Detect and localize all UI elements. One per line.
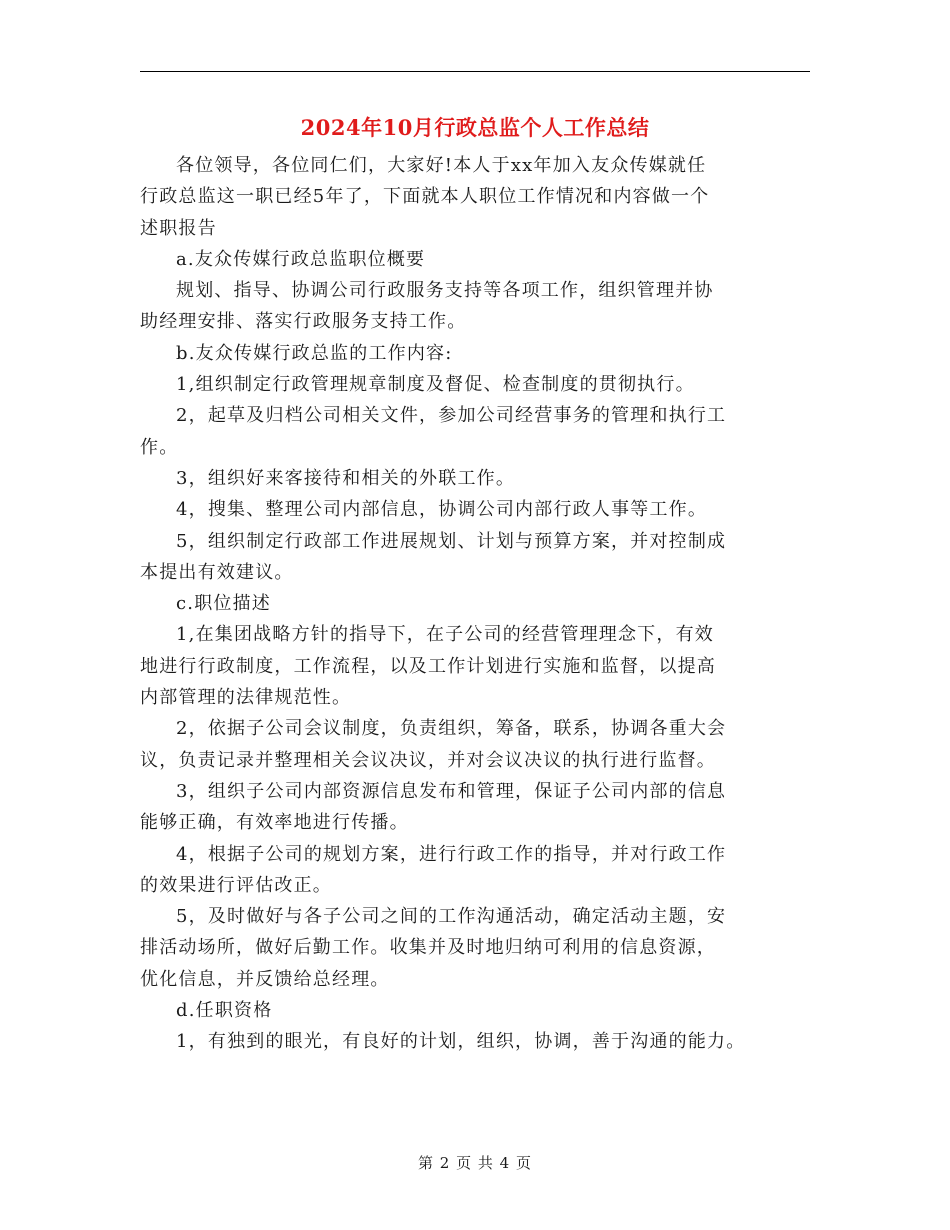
list-item: 1,在集团战略方针的指导下，在子公司的经营管理理念下，有效 地进行行政制度，工作流程，以及工作计划进行实施和监督，以提高 内部管理的法律规范性。 (140, 624, 716, 709)
list-item: 1,组织制定行政管理规章制度及督促、检查制度的贯彻执行。 (176, 374, 695, 396)
list-item: 3，组织好来客接待和相关的外联工作。 (176, 467, 516, 489)
list-item: 4，根据子公司的规划方案，进行行政工作的指导，并对行政工作 的效果进行评估改正。 (140, 843, 727, 896)
document-body (140, 150, 820, 1058)
paragraph: 规划、指导、协调公司行政服务支持等各项工作，组织管理并协 助经理安排、落实行政服务支持工作。 (140, 280, 714, 333)
list-item: 2，依据子公司会议制度，负责组织，筹备，联系，协调各重大会 议，负责记录并整理相关会议决议，并对会议决议的执行进行监督。 (140, 718, 727, 771)
header-rule (140, 71, 810, 72)
list-item: 3，组织子公司内部资源信息发布和管理，保证子公司内部的信息 能够正确，有效率地进行传播。 (140, 780, 727, 834)
section-heading: a.友众传媒行政总监职位概要 (176, 248, 426, 270)
page-footer: 第 2 页 共 4 页 (418, 1154, 532, 1172)
section-heading: b.友众传媒行政总监的工作内容: (176, 342, 453, 364)
list-item: 4，搜集、整理公司内部信息，协调公司内部行政人事等工作。 (176, 499, 708, 521)
section-heading: c.职位描述 (176, 593, 272, 615)
paragraph: 各位领导，各位同仁们，大家好!本人于xx年加入友众传媒就任 行政总监这一职已经5年了，下面就本人职位工作情况和内容做一个 述职报告 (140, 155, 710, 239)
list-item: 1，有独到的眼光，有良好的计划，组织，协调，善于沟通的能力。 (176, 1031, 746, 1053)
list-item: 5，及时做好与各子公司之间的工作沟通活动，确定活动主题，安 排活动场所，做好后勤工作。收集并及时地归纳可利用的信息资源， 优化信息，并反馈给总经理。 (140, 906, 727, 990)
list-item: 2，起草及归档公司相关文件，参加公司经营事务的管理和执行工 作。 (140, 405, 727, 458)
section-heading: d.任职资格 (176, 1000, 273, 1022)
list-item: 5，组织制定行政部工作进展规划、计划与预算方案，并对控制成 本提出有效建议。 (140, 530, 727, 583)
document-title: 2024年10月行政总监个人工作总结 (300, 115, 650, 140)
